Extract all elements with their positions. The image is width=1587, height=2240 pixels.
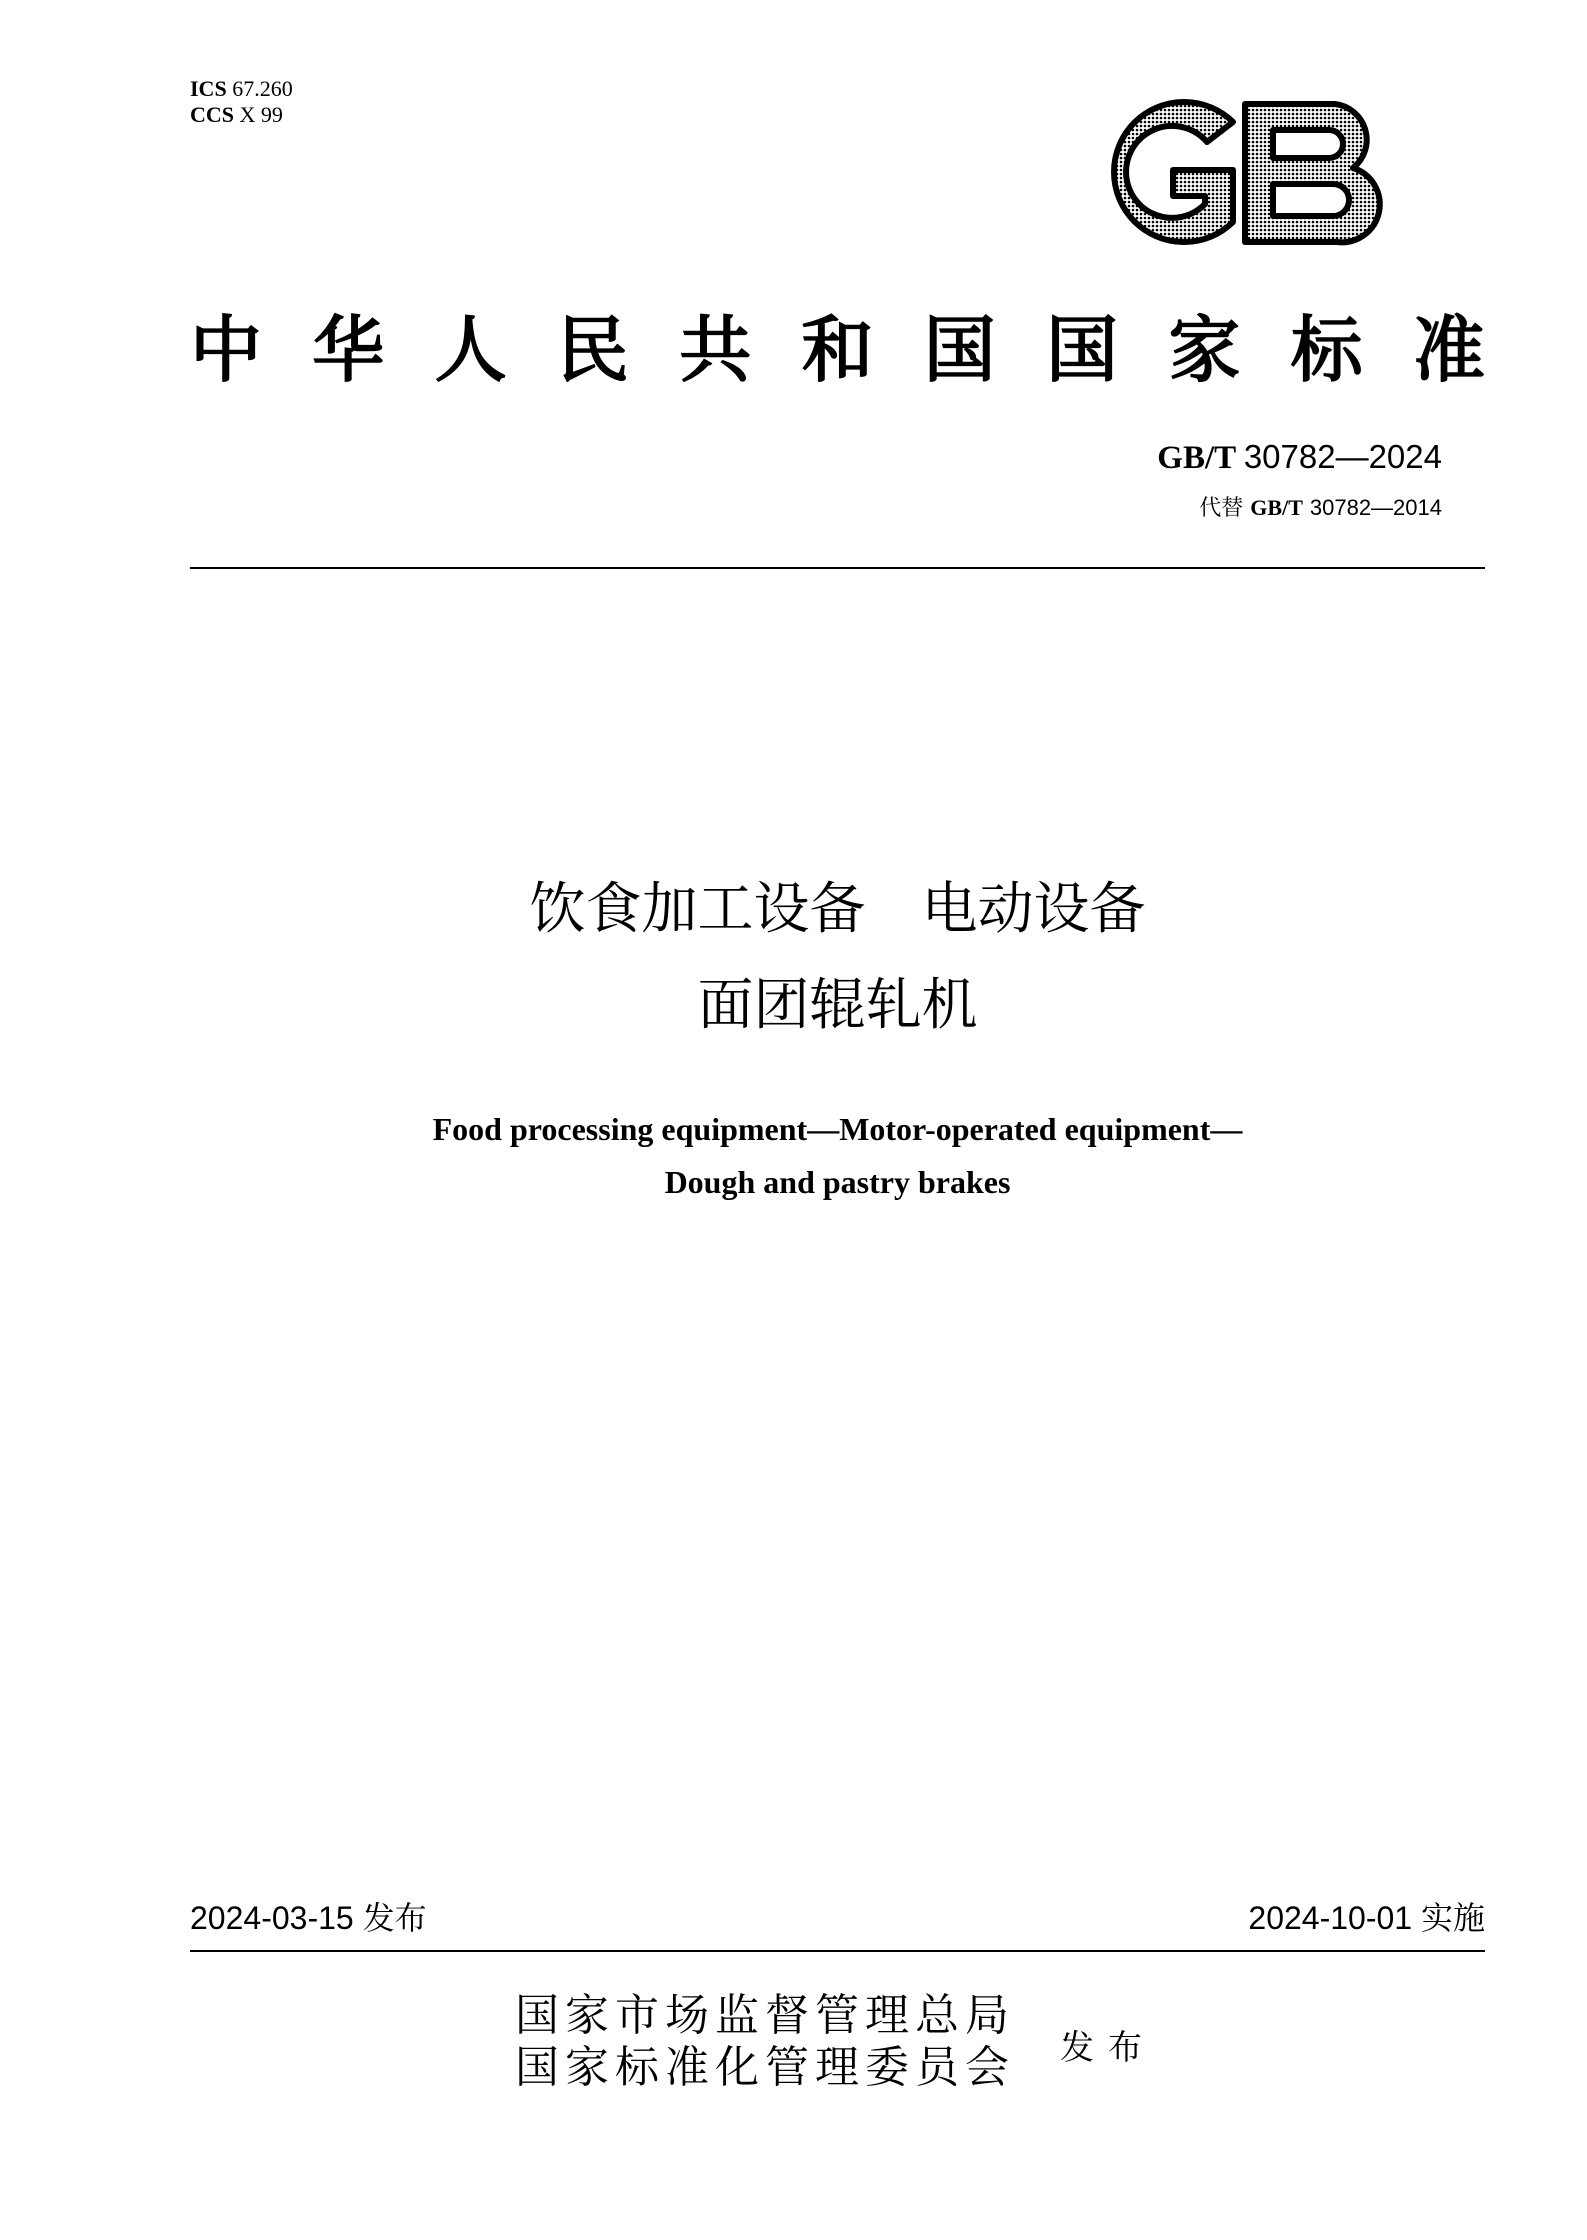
replaces-number: 30782—2014 (1309, 495, 1442, 520)
national-standard-title (190, 305, 1485, 395)
bottom-divider (190, 1950, 1485, 1952)
issuer-org1: 国家市场监督管理总局 (515, 1990, 1015, 2041)
national-title-char: 家 (1168, 307, 1241, 392)
national-title-char: 人 (434, 307, 507, 392)
title-cn-line1: 饮食加工设备 电动设备 (529, 877, 1146, 942)
ics-label: ICS (190, 76, 227, 101)
title-en-line1: Food processing equipment—Motor-operated equipment— (432, 1111, 1243, 1147)
issue-date (190, 1893, 427, 1939)
replaces-standard (1199, 491, 1442, 522)
title-en-line2: Dough and pastry brakes (664, 1164, 1011, 1200)
national-title-char: 共 (679, 307, 752, 392)
replaces-prefix: 代替 (1199, 496, 1244, 521)
national-title-char: 准 (1412, 307, 1485, 392)
gb-logo-icon (1083, 92, 1398, 252)
national-title-char: 华 (312, 307, 385, 392)
standard-code: GB/T (1157, 440, 1236, 476)
implement-date-value: 2024-10-01 (1248, 1900, 1413, 1936)
issue-label: 发布 (362, 1899, 427, 1937)
national-title-char: 和 (801, 307, 874, 392)
title-cn-line2: 面团辊轧机 (697, 973, 978, 1038)
standard-number (1157, 438, 1442, 477)
ccs-value: X 99 (239, 102, 283, 127)
ics-line (190, 76, 293, 102)
implement-label: 实施 (1420, 1899, 1485, 1937)
national-title-char: 国 (923, 307, 996, 392)
implementation-date (1248, 1893, 1485, 1939)
ccs-line (190, 102, 293, 128)
ccs-label: CCS (190, 102, 235, 127)
ics-value: 67.260 (232, 76, 293, 101)
issuer-verb: 发布 (1060, 2028, 1156, 2068)
issue-date-value: 2024-03-15 (190, 1900, 354, 1936)
top-divider (190, 567, 1485, 569)
national-title-char: 中 (190, 307, 263, 392)
issuing-organizations (515, 1990, 1015, 2094)
classification-block (190, 76, 293, 128)
issuer-org2: 国家标准化管理委员会 (515, 2042, 1015, 2093)
national-title-char: 国 (1046, 307, 1119, 392)
standard-number-value: 30782—2024 (1243, 438, 1442, 475)
national-title-char: 标 (1290, 307, 1363, 392)
national-title-char: 民 (556, 307, 629, 392)
replaces-code: GB/T (1250, 495, 1303, 520)
